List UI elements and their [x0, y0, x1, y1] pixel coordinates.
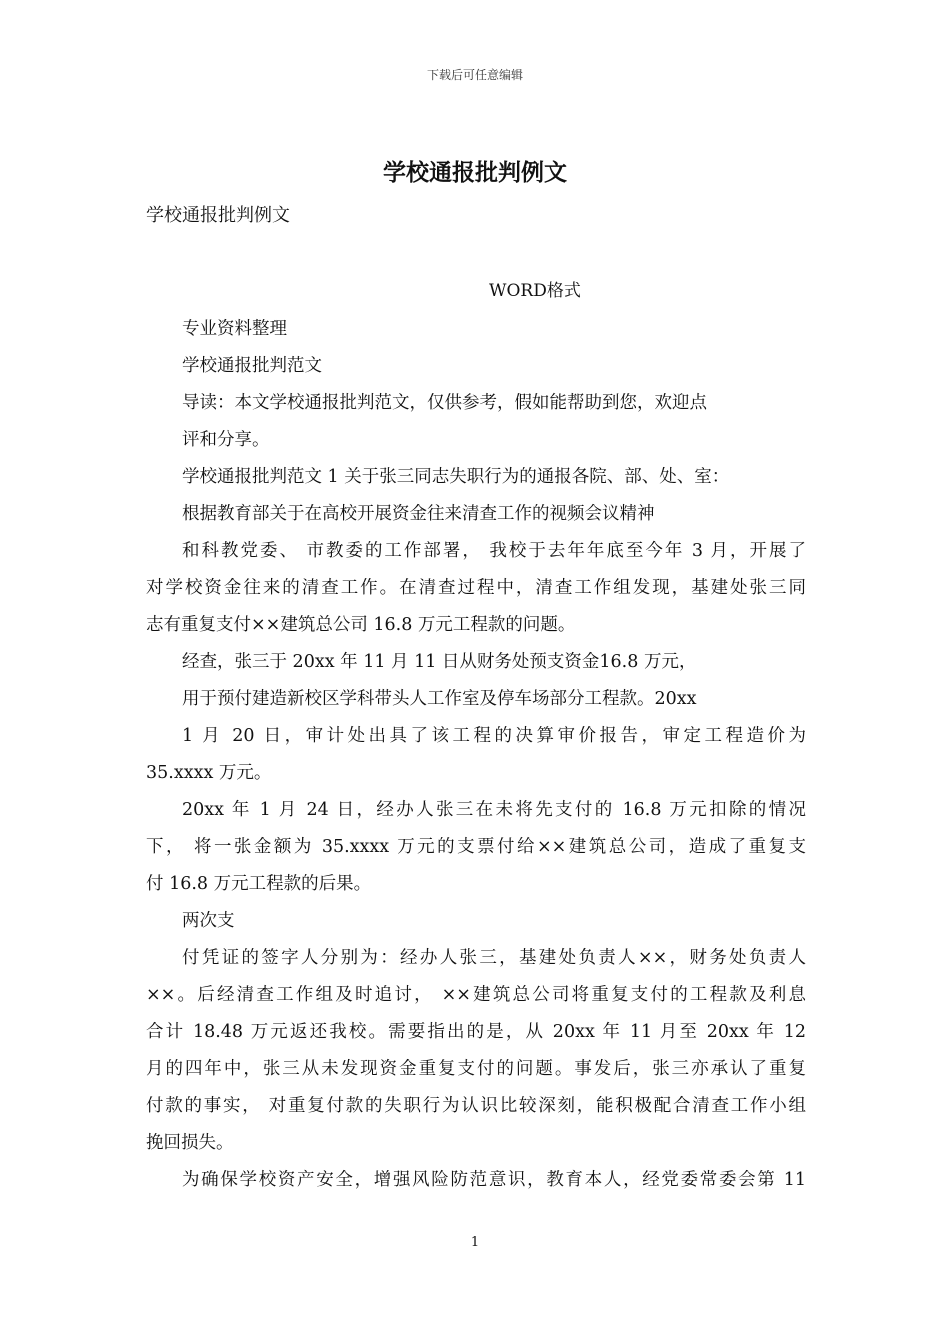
text-line: 挽回损失。: [146, 1133, 234, 1153]
text-line: 为确保学校资产安全，增强风险防范意识，教育本人，经党委常委会第 11: [182, 1170, 806, 1190]
page-number: 1: [470, 1235, 480, 1250]
document-subtitle: 学校通报批判例文: [146, 205, 290, 226]
text-line: 评和分享。: [182, 430, 270, 450]
text-line: 用于预付建造新校区学科带头人工作室及停车场部分工程款。20xx: [182, 689, 697, 709]
text-line: 和科教党委、 市教委的工作部署， 我校于去年年底至今年 3 月，开展了: [182, 541, 806, 561]
text-line: ××。后经清查工作组及时追讨， ××建筑总公司将重复支付的工程款及利息: [146, 985, 806, 1005]
text-line: 20xx 年 1 月 24 日，经办人张三在未将先支付的 16.8 万元扣除的情况: [182, 800, 806, 820]
text-line: 导读：本文学校通报批判范文，仅供参考，假如能帮助到您，欢迎点: [182, 393, 707, 413]
document-title: 学校通报批判例文: [383, 159, 567, 186]
text-line: 学校通报批判范文: [182, 356, 322, 376]
text-line: 学校通报批判范文 1 关于张三同志失职行为的通报各院、部、处、室：: [182, 467, 730, 487]
text-line: 付款的事实， 对重复付款的失职行为认识比较深刻，能积极配合清查工作小组: [146, 1096, 806, 1116]
text-line: 下， 将一张金额为 35.xxxx 万元的支票付给××建筑总公司，造成了重复支: [146, 837, 806, 857]
text-line: 经查，张三于 20xx 年 11 月 11 日从财务处预支资金16.8 万元，: [182, 652, 697, 672]
text-line: 付 16.8 万元工程款的后果。: [146, 874, 372, 894]
text-line: 两次支: [182, 911, 235, 931]
text-line: 志有重复支付××建筑总公司 16.8 万元工程款的问题。: [146, 615, 576, 635]
text-line: 合计 18.48 万元返还我校。需要指出的是，从 20xx 年 11 月至 20xx 年 12: [146, 1022, 806, 1042]
document-body: [146, 311, 806, 1199]
text-line: 对学校资金往来的清查工作。在清查过程中，清查工作组发现，基建处张三同: [146, 578, 806, 598]
text-line: 35.xxxx 万元。: [146, 763, 272, 783]
text-line: 1 月 20 日，审计处出具了该工程的决算审价报告，审定工程造价为: [182, 726, 806, 746]
text-line: 付凭证的签字人分别为：经办人张三，基建处负责人××，财务处负责人: [182, 948, 806, 968]
text-line: 根据教育部关于在高校开展资金往来清查工作的视频会议精神: [182, 504, 655, 524]
page-header-note: 下载后可任意编辑: [426, 68, 523, 82]
format-label: WORD格式: [489, 281, 581, 301]
text-line: 专业资料整理: [182, 319, 287, 339]
text-line: 月的四年中，张三从未发现资金重复支付的问题。事发后，张三亦承认了重复: [146, 1059, 806, 1079]
